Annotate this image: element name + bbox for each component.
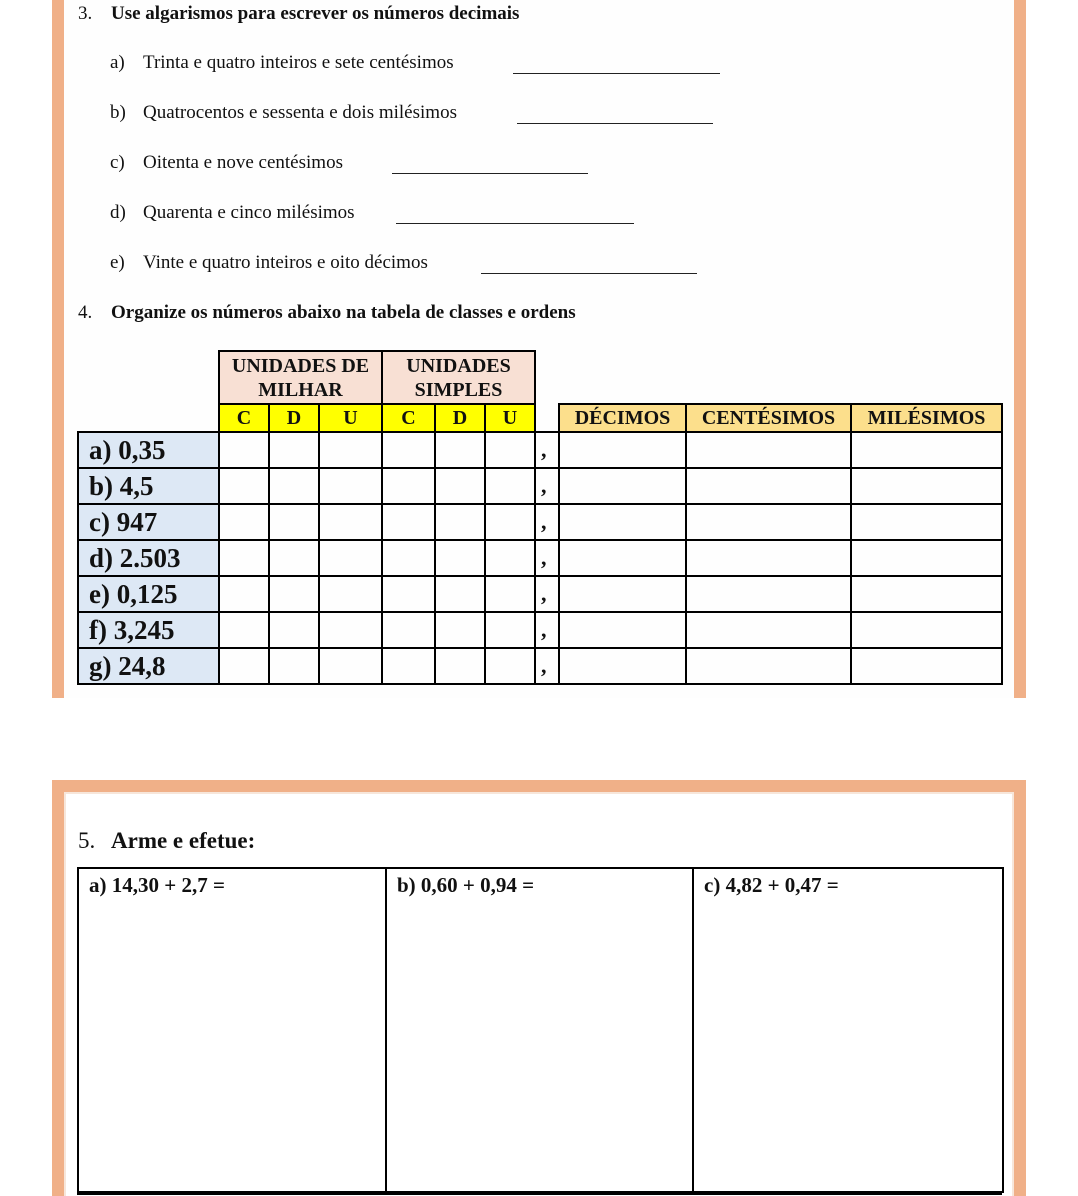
answer-cell[interactable] (484, 647, 536, 685)
question-number: 4. (78, 302, 93, 323)
answer-cell[interactable] (434, 575, 486, 613)
comma-cell (534, 575, 560, 613)
decimal-comma: , (541, 437, 547, 462)
decimal-comma: , (541, 509, 547, 534)
answer-cell[interactable] (558, 647, 687, 685)
row-label: b) 4,5 (77, 467, 220, 505)
calculation-box[interactable]: b) 0,60 + 0,94 = (385, 867, 694, 1193)
answer-cell[interactable] (381, 467, 436, 505)
decimal-header: CENTÉSIMOS (685, 403, 852, 433)
decimal-comma: , (541, 473, 547, 498)
decimal-comma: , (541, 617, 547, 642)
item-text: Quarenta e cinco milésimos (143, 202, 355, 223)
answer-cell[interactable] (558, 467, 687, 505)
question-title: Arme e efetue: (111, 828, 256, 853)
answer-cell[interactable] (484, 575, 536, 613)
answer-cell[interactable] (318, 503, 383, 541)
answer-cell[interactable] (685, 575, 852, 613)
order-header: C (381, 403, 436, 433)
answer-cell[interactable] (850, 575, 1003, 613)
answer-cell[interactable] (218, 611, 270, 649)
answer-cell[interactable] (268, 539, 320, 577)
decimal-comma: , (541, 653, 547, 678)
order-header: C (218, 403, 270, 433)
order-header: D (268, 403, 320, 433)
answer-cell[interactable] (381, 539, 436, 577)
answer-cell[interactable] (381, 431, 436, 469)
item-text: Quatrocentos e sessenta e dois milésimos (143, 102, 457, 123)
answer-cell[interactable] (381, 503, 436, 541)
answer-cell[interactable] (850, 647, 1003, 685)
comma-cell (534, 431, 560, 469)
answer-cell[interactable] (218, 431, 270, 469)
answer-cell[interactable] (850, 431, 1003, 469)
answer-cell[interactable] (268, 467, 320, 505)
answer-cell[interactable] (434, 431, 486, 469)
decimal-comma: , (541, 581, 547, 606)
class-header: UNIDADES DE MILHAR (218, 350, 383, 405)
item-text: Vinte e quatro inteiros e oito décimos (143, 252, 428, 273)
answer-cell[interactable] (318, 611, 383, 649)
comma-cell (534, 611, 560, 649)
decimal-header: MILÉSIMOS (850, 403, 1003, 433)
decimal-comma: , (541, 545, 547, 570)
answer-cell[interactable] (218, 539, 270, 577)
answer-cell[interactable] (381, 647, 436, 685)
answer-cell[interactable] (318, 647, 383, 685)
order-header: U (318, 403, 383, 433)
answer-cell[interactable] (484, 611, 536, 649)
answer-blank[interactable] (517, 123, 713, 124)
item-letter: c) (110, 152, 125, 173)
calculation-box[interactable]: c) 4,82 + 0,47 = (692, 867, 1004, 1193)
answer-blank[interactable] (481, 273, 697, 274)
answer-cell[interactable] (685, 431, 852, 469)
answer-cell[interactable] (558, 431, 687, 469)
class-header: UNIDADES SIMPLES (381, 350, 536, 405)
answer-cell[interactable] (318, 539, 383, 577)
row-label: g) 24,8 (77, 647, 220, 685)
comma-cell (534, 467, 560, 505)
answer-cell[interactable] (218, 647, 270, 685)
answer-cell[interactable] (434, 503, 486, 541)
row-label: c) 947 (77, 503, 220, 541)
answer-cell[interactable] (850, 467, 1003, 505)
item-text: Trinta e quatro inteiros e sete centésimos (143, 52, 454, 73)
answer-cell[interactable] (218, 503, 270, 541)
answer-cell[interactable] (318, 467, 383, 505)
question-number: 5. (78, 828, 96, 853)
answer-cell[interactable] (850, 611, 1003, 649)
answer-cell[interactable] (685, 647, 852, 685)
answer-cell[interactable] (381, 575, 436, 613)
order-header: U (484, 403, 536, 433)
answer-cell[interactable] (558, 611, 687, 649)
answer-cell[interactable] (850, 503, 1003, 541)
answer-cell[interactable] (434, 647, 486, 685)
answer-cell[interactable] (268, 611, 320, 649)
answer-cell[interactable] (558, 539, 687, 577)
answer-blank[interactable] (513, 73, 720, 74)
answer-cell[interactable] (268, 431, 320, 469)
row-label: d) 2.503 (77, 539, 220, 577)
comma-cell (534, 539, 560, 577)
answer-cell[interactable] (268, 647, 320, 685)
answer-cell[interactable] (558, 503, 687, 541)
comma-cell (534, 503, 560, 541)
answer-cell[interactable] (484, 467, 536, 505)
answer-cell[interactable] (685, 503, 852, 541)
answer-cell[interactable] (484, 431, 536, 469)
answer-cell[interactable] (218, 467, 270, 505)
answer-cell[interactable] (434, 467, 486, 505)
answer-cell[interactable] (381, 611, 436, 649)
item-letter: a) (110, 52, 125, 73)
answer-cell[interactable] (434, 611, 486, 649)
answer-cell[interactable] (685, 467, 852, 505)
answer-cell[interactable] (268, 503, 320, 541)
answer-cell[interactable] (685, 611, 852, 649)
row-label: e) 0,125 (77, 575, 220, 613)
comma-cell (534, 647, 560, 685)
answer-cell[interactable] (850, 539, 1003, 577)
item-letter: d) (110, 202, 126, 223)
answer-cell[interactable] (318, 431, 383, 469)
question-title: Use algarismos para escrever os números decimais (111, 3, 520, 24)
answer-cell[interactable] (484, 503, 536, 541)
row-label: f) 3,245 (77, 611, 220, 649)
decimal-header: DÉCIMOS (558, 403, 687, 433)
calculation-box[interactable]: a) 14,30 + 2,7 = (77, 867, 387, 1193)
answer-cell[interactable] (558, 575, 687, 613)
question-number: 3. (78, 3, 93, 24)
box-bottom-edge (77, 1192, 1002, 1195)
answer-cell[interactable] (218, 575, 270, 613)
answer-cell[interactable] (268, 575, 320, 613)
item-text: Oitenta e nove centésimos (143, 152, 343, 173)
row-label: a) 0,35 (77, 431, 220, 469)
answer-cell[interactable] (685, 539, 852, 577)
answer-blank[interactable] (392, 173, 588, 174)
item-letter: e) (110, 252, 125, 273)
item-letter: b) (110, 102, 126, 123)
answer-cell[interactable] (434, 539, 486, 577)
order-header: D (434, 403, 486, 433)
answer-cell[interactable] (318, 575, 383, 613)
answer-cell[interactable] (484, 539, 536, 577)
answer-blank[interactable] (396, 223, 634, 224)
question-title: Organize os números abaixo na tabela de classes e ordens (111, 302, 576, 323)
